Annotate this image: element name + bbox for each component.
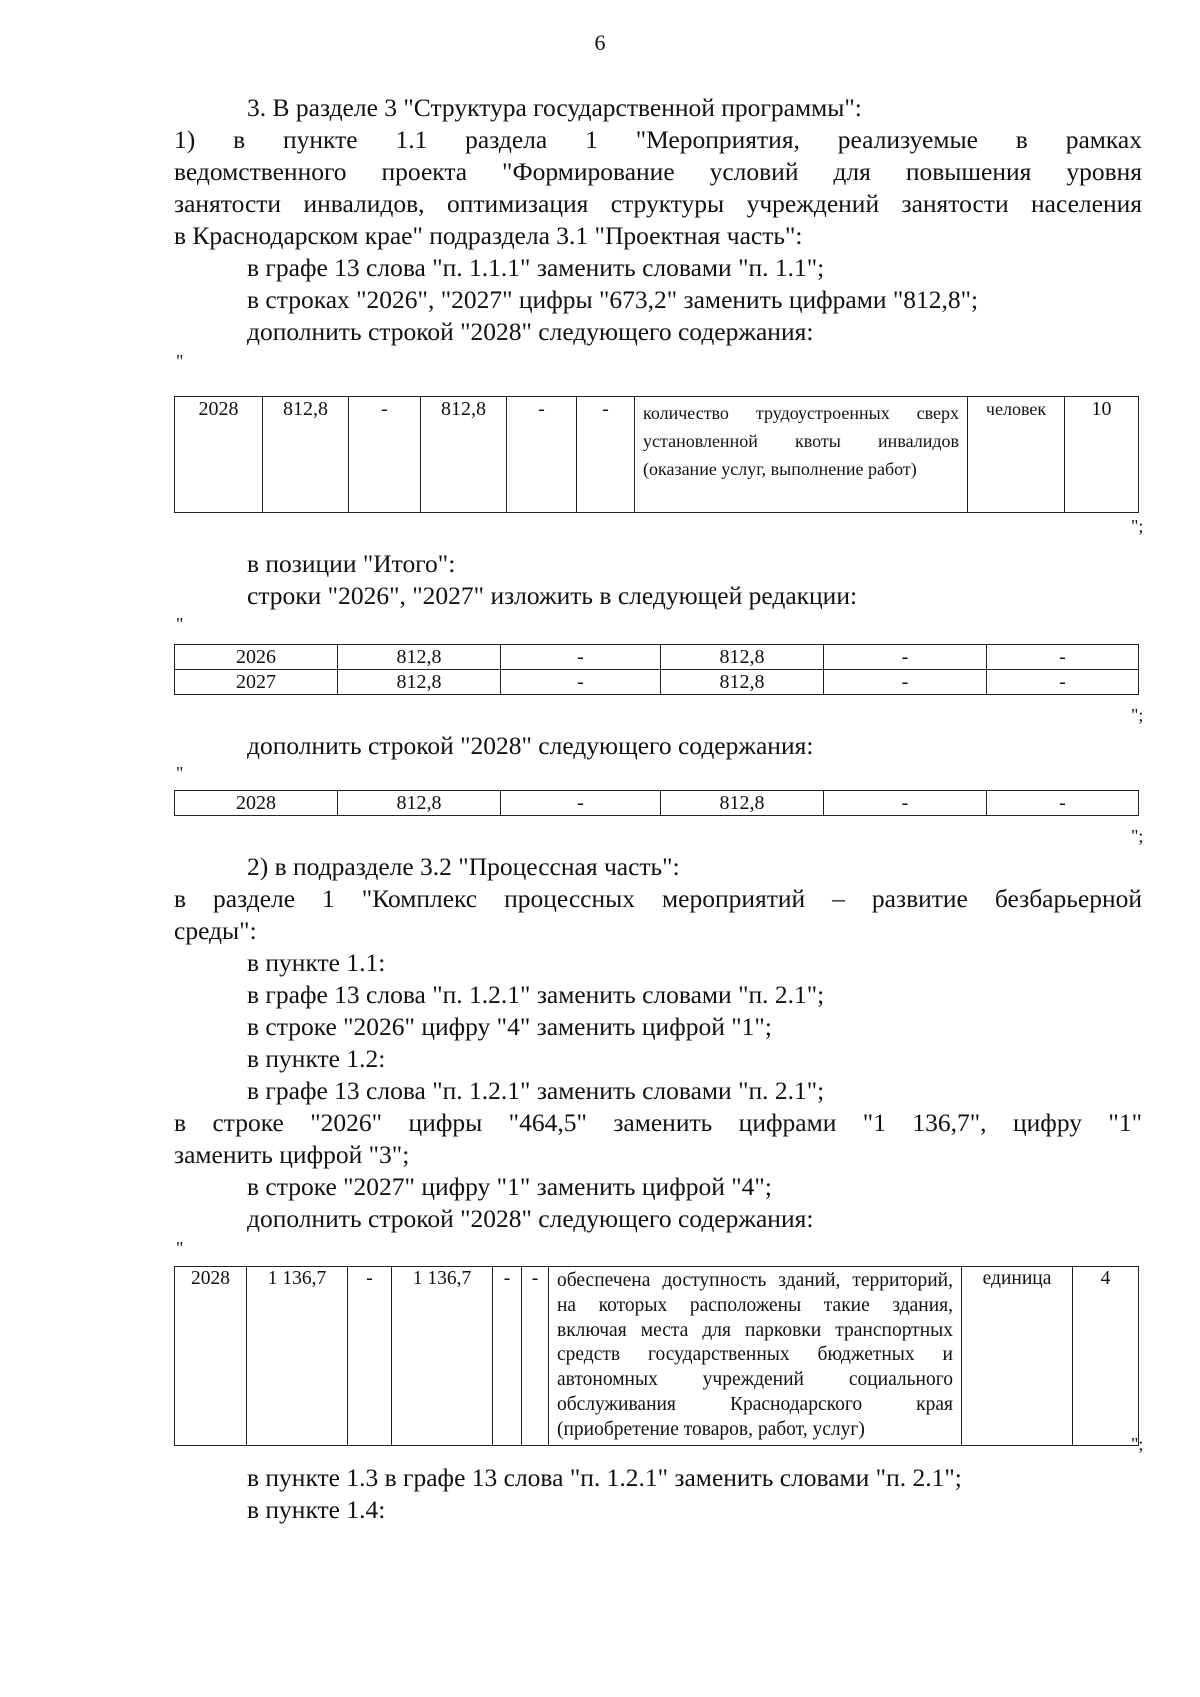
table-cell-year: 2028 bbox=[175, 791, 338, 816]
table-cell: - bbox=[493, 1267, 522, 1446]
table-cell: - bbox=[824, 670, 987, 695]
table-cell: 812,8 bbox=[263, 397, 349, 513]
table-totals-2028 bbox=[174, 790, 1139, 816]
table-cell: 1 136,7 bbox=[247, 1267, 348, 1446]
paragraph-item-2: 2) в подразделе 3.2 "Процессная часть": bbox=[247, 852, 680, 881]
table-cell: - bbox=[987, 645, 1139, 670]
paragraph-add-row-2028: дополнить строкой "2028" следующего содержания: bbox=[247, 317, 814, 346]
table-cell-year: 2026 bbox=[175, 645, 338, 670]
table-cell: 812,8 bbox=[661, 791, 824, 816]
table-cell: - bbox=[824, 791, 987, 816]
paragraph-add-row-2028: дополнить строкой "2028" следующего содержания: bbox=[247, 1204, 814, 1233]
paragraph-item-1-line-3: занятости инвалидов, оптимизация структуры учреждений занятости населения bbox=[174, 189, 1142, 218]
table-row-2028-employment bbox=[174, 396, 1139, 513]
table-cell-year: 2028 bbox=[175, 397, 263, 513]
paragraph-column-13: в графе 13 слова "п. 1.2.1" заменить словами "п. 2.1"; bbox=[247, 980, 825, 1009]
paragraph-section-1-line-1: в разделе 1 "Комплекс процессных мероприятий – развитие безбарьерной bbox=[174, 884, 1142, 913]
table-cell: 1 136,7 bbox=[392, 1267, 493, 1446]
table-cell: - bbox=[501, 670, 661, 695]
table-cell: - bbox=[501, 645, 661, 670]
paragraph-row-2027: в строке "2027" цифру "1" заменить цифрой "4"; bbox=[247, 1172, 772, 1201]
opening-quote: " bbox=[176, 614, 184, 634]
paragraph-item-1-line-4: в Краснодарском крае" подраздела 3.1 "Проектная часть": bbox=[174, 221, 803, 250]
paragraph-row-2026: в строке "2026" цифру "4" заменить цифрой "1"; bbox=[247, 1012, 772, 1041]
paragraph-section-1-line-2: среды": bbox=[174, 916, 257, 945]
paragraph-column-13: в графе 13 слова "п. 1.2.1" заменить словами "п. 2.1"; bbox=[247, 1076, 825, 1105]
table-cell-year: 2028 bbox=[175, 1267, 247, 1446]
table-cell: 812,8 bbox=[661, 670, 824, 695]
table-cell: - bbox=[522, 1267, 549, 1446]
table-cell-value: 4 bbox=[1073, 1267, 1139, 1446]
table-cell-indicator: обеспечена доступность зданий, территорий, на которых расположены такие здания, включая места для парковки транспортных средств государственных бюджетных и автономных учреждений социального обслуживания Краснодарского края (приобретение товаров, работ, услуг) bbox=[549, 1267, 962, 1446]
table-cell: 812,8 bbox=[338, 645, 501, 670]
table-cell-year: 2027 bbox=[175, 670, 338, 695]
paragraph-section-3: 3. В разделе 3 "Структура государственной программы": bbox=[247, 93, 862, 122]
paragraph-column-13: в графе 13 слова "п. 1.1.1" заменить словами "п. 1.1"; bbox=[247, 253, 825, 282]
table-cell: - bbox=[501, 791, 661, 816]
table-cell: 812,8 bbox=[338, 791, 501, 816]
paragraph-point-1-1: в пункте 1.1: bbox=[247, 948, 386, 977]
table-cell: - bbox=[507, 397, 577, 513]
table-row-2028-accessibility bbox=[174, 1266, 1139, 1446]
opening-quote: " bbox=[176, 1238, 184, 1258]
paragraph-item-1-line-1: 1) в пункте 1.1 раздела 1 "Мероприятия, реализуемые в рамках bbox=[174, 125, 1142, 154]
table-cell: 812,8 bbox=[338, 670, 501, 695]
table-cell: - bbox=[577, 397, 635, 513]
table-cell: - bbox=[348, 1267, 392, 1446]
paragraph-item-1-line-2: ведомственного проекта "Формирование условий для повышения уровня bbox=[174, 157, 1142, 186]
paragraph-rows-2026-2027: в строках "2026", "2027" цифры "673,2" заменить цифрами "812,8"; bbox=[247, 285, 979, 314]
paragraph-itogo: в позиции "Итого": bbox=[247, 549, 456, 578]
paragraph-row-2026-line-1: в строке "2026" цифры "464,5" заменить цифрами "1 136,7", цифру "1" bbox=[174, 1108, 1142, 1137]
table-cell: - bbox=[824, 645, 987, 670]
paragraph-row-2026-line-2: заменить цифрой "3"; bbox=[174, 1140, 410, 1169]
table-cell: - bbox=[987, 670, 1139, 695]
page-number: 6 bbox=[594, 30, 606, 55]
opening-quote: " bbox=[176, 351, 184, 371]
paragraph-point-1-3: в пункте 1.3 в графе 13 слова "п. 1.2.1" заменить словами "п. 2.1"; bbox=[247, 1463, 962, 1492]
table-cell-unit: единица bbox=[962, 1267, 1073, 1446]
paragraph-point-1-4: в пункте 1.4: bbox=[247, 1495, 386, 1524]
paragraph-add-row-2028: дополнить строкой "2028" следующего содержания: bbox=[247, 731, 814, 760]
table-cell: - bbox=[987, 791, 1139, 816]
table-cell-unit: человек bbox=[968, 397, 1065, 513]
closing-quote: "; bbox=[1131, 826, 1144, 846]
table-totals-2026-2027 bbox=[174, 644, 1139, 695]
closing-quote: "; bbox=[1131, 705, 1144, 725]
paragraph-rows-new-edition: строки "2026", "2027" изложить в следующей редакции: bbox=[247, 581, 858, 610]
opening-quote: " bbox=[176, 763, 184, 783]
closing-quote: "; bbox=[1131, 1434, 1144, 1454]
closing-quote: "; bbox=[1131, 516, 1144, 536]
paragraph-point-1-2: в пункте 1.2: bbox=[247, 1044, 386, 1073]
table-cell-indicator: количество трудоустроенных сверх установленной квоты инвалидов (оказание услуг, выполнение работ) bbox=[635, 397, 968, 513]
table-cell: - bbox=[349, 397, 421, 513]
table-cell: 812,8 bbox=[421, 397, 507, 513]
table-cell-value: 10 bbox=[1065, 397, 1139, 513]
table-cell: 812,8 bbox=[661, 645, 824, 670]
